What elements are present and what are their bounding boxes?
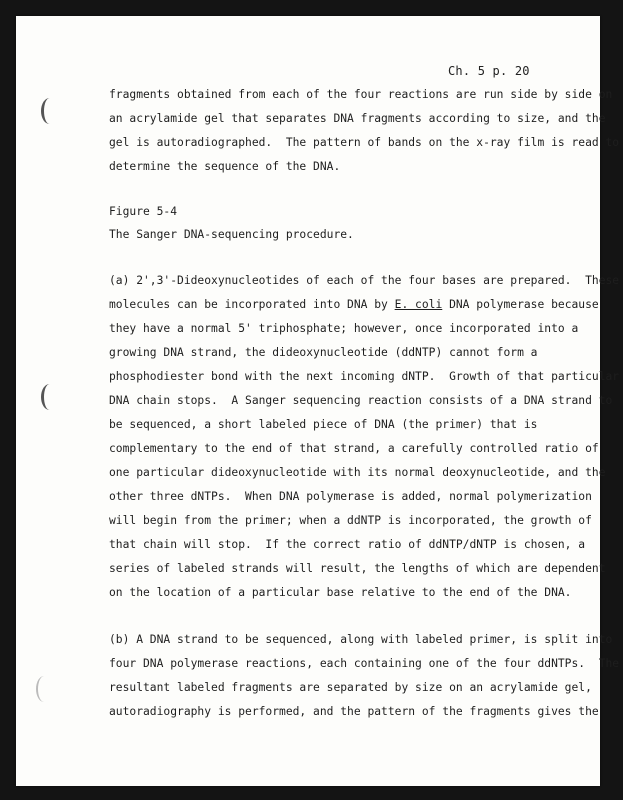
text-line: that chain will stop. If the correct ratio of ddNTP/dNTP is chosen, a: [109, 538, 586, 551]
text-line: determine the sequence of the DNA.: [109, 160, 341, 173]
text-line: one particular dideoxynucleotide with its normal deoxynucleotide, and the: [109, 466, 606, 479]
text-line: they have a normal 5' triphosphate; however, once incorporated into a: [109, 322, 579, 335]
text-line: [109, 298, 599, 312]
text-span: molecules can be incorporated into DNA by: [109, 298, 395, 311]
text-line: other three dNTPs. When DNA polymerase is added, normal polymerization: [109, 490, 592, 503]
text-line: complementary to the end of that strand, a carefully controlled ratio of: [109, 442, 599, 455]
page-number: Ch. 5 p. 20: [448, 64, 530, 78]
text-line: DNA chain stops. A Sanger sequencing reaction consists of a DNA strand to: [109, 394, 613, 407]
text-line: resultant labeled fragments are separated by size on an acrylamide gel,: [109, 681, 592, 694]
text-line: series of labeled strands will result, the lengths of which are dependent: [109, 562, 606, 575]
text-line: fragments obtained from each of the four reactions are run side by side on: [109, 88, 613, 101]
text-line: growing DNA strand, the dideoxynucleotide (ddNTP) cannot form a: [109, 346, 538, 359]
text-line: be sequenced, a short labeled piece of DNA (the primer) that is: [109, 418, 538, 431]
species-name: E. coli: [394, 298, 443, 311]
text-line: an acrylamide gel that separates DNA fragments according to size, and the: [109, 112, 606, 125]
text-line: will begin from the primer; when a ddNTP is incorporated, the growth of: [109, 514, 592, 527]
binder-hole-mark-top: [41, 98, 58, 124]
text-line: on the location of a particular base relative to the end of the DNA.: [109, 586, 572, 599]
text-line: gel is autoradiographed. The pattern of bands on the x-ray film is read to: [109, 136, 620, 149]
figure-title: The Sanger DNA-sequencing procedure.: [109, 228, 354, 241]
figure-label: Figure 5-4: [109, 205, 178, 218]
binder-hole-mark-middle: [41, 384, 58, 410]
binder-hole-mark-bottom: [36, 676, 52, 702]
text-line: phosphodiester bond with the next incoming dNTP. Growth of that particular: [109, 370, 620, 383]
document-page: [16, 16, 620, 786]
text-line: four DNA polymerase reactions, each containing one of the four ddNTPs. The: [109, 657, 620, 670]
text-line: autoradiography is performed, and the pattern of the fragments gives the: [109, 705, 599, 718]
text-span: DNA polymerase because: [442, 298, 599, 311]
text-line: (b) A DNA strand to be sequenced, along with labeled primer, is split into: [109, 633, 613, 646]
text-line: (a) 2',3'-Dideoxynucleotides of each of the four bases are prepared. These: [109, 274, 620, 287]
